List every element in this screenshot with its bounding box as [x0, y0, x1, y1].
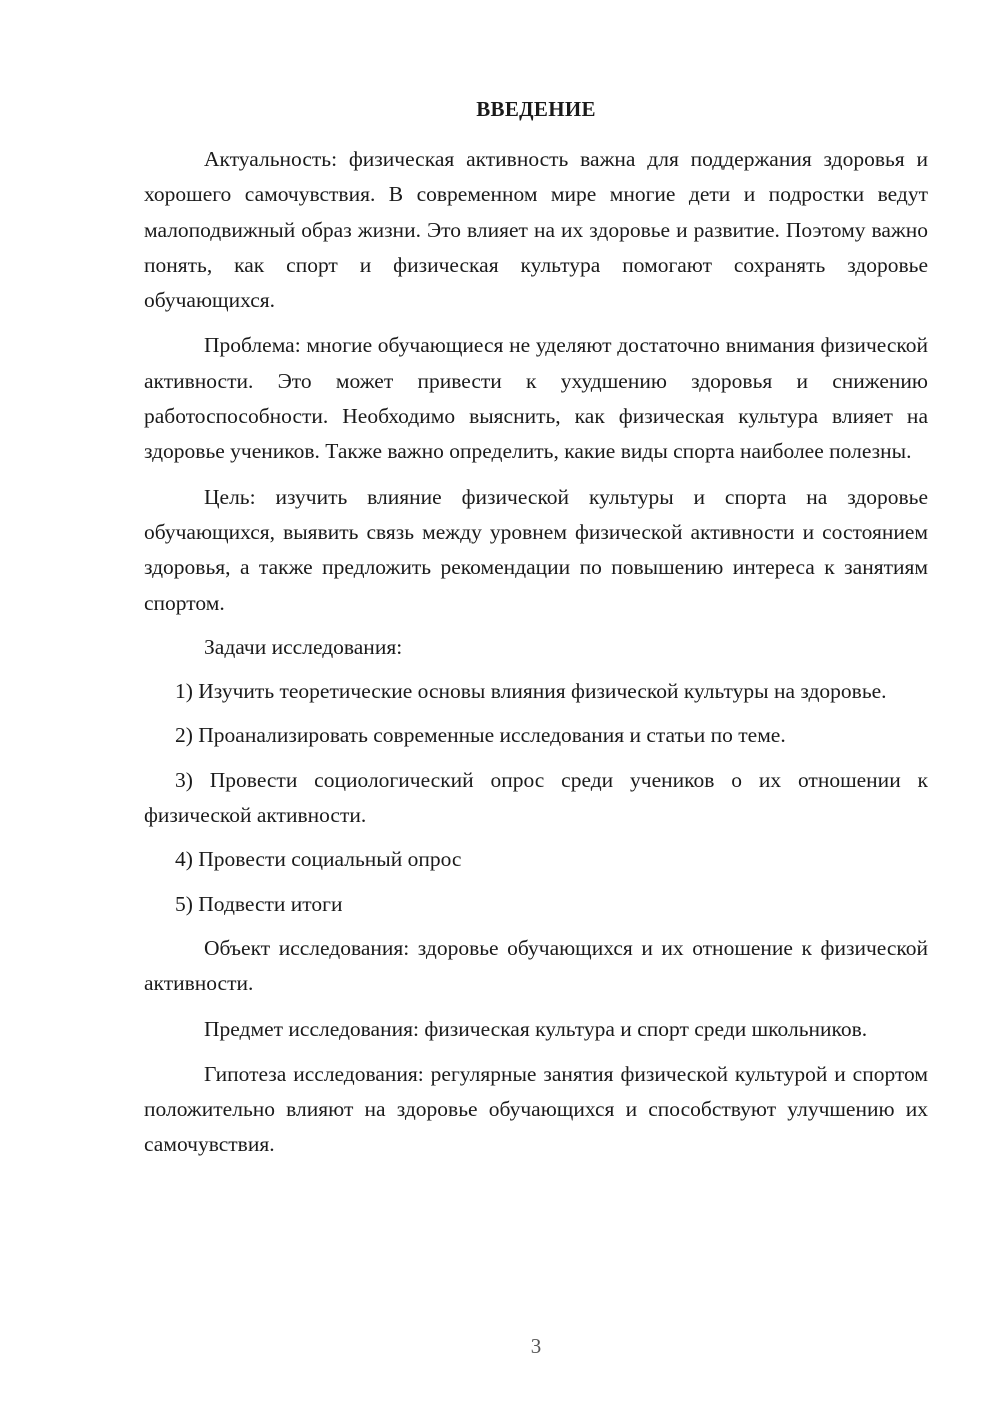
paragraph-relevance: Актуальность: физическая активность важна для поддержания здоровья и хорошего самочувствия. В современном мире многие дети и подростки ведут малоподвижный образ жизни. Это влияет на их здоровье и развитие. Поэтому важно понять, как спорт и физическая культура помогают сохранять здоровье обучающихся. — [144, 147, 928, 313]
paragraph-subject: Предмет исследования: физическая культура и спорт среди школьников. — [204, 1016, 868, 1041]
task-item-4: 4) Провести социальный опрос — [175, 847, 462, 872]
paragraph-object: Объект исследования: здоровье обучающихся и их отношение к физической активности. — [144, 935, 928, 996]
page-title: ВВЕДЕНИЕ — [476, 97, 596, 121]
paragraph-hypothesis: Гипотеза исследования: регулярные занятия физической культурой и спортом положительно влияют на здоровье обучающихся и способствуют улучшению их самочувствия. — [144, 1061, 928, 1157]
task-item-2: 2) Проанализировать современные исследования и статьи по теме. — [175, 723, 786, 748]
paragraph-problem: Проблема: многие обучающиеся не уделяют достаточно внимания физической активности. Это может привести к ухудшению здоровья и снижению работоспособности. Необходимо выяснить, как физическая культура влияет на здоровье учеников. Также важно определить, какие виды спорта наиболее полезны. — [144, 333, 928, 464]
paragraph-goal: Цель: изучить влияние физической культуры и спорта на здоровье обучающихся, выявить связь между уровнем физической активности и состоянием здоровья, а также предложить рекомендации по повышению интереса к занятиям спортом. — [144, 484, 928, 615]
task-item-1: 1) Изучить теоретические основы влияния физической культуры на здоровье. — [175, 679, 887, 704]
page-number: 3 — [530, 1334, 542, 1358]
paragraph-tasks-heading: Задачи исследования: — [204, 634, 403, 659]
task-item-3: 3) Провести социологический опрос среди учеников о их отношении к физической активности. — [144, 767, 928, 828]
body-text — [144, 142, 928, 1163]
task-item-5: 5) Подвести итоги — [175, 891, 343, 916]
document-page — [144, 0, 928, 1414]
